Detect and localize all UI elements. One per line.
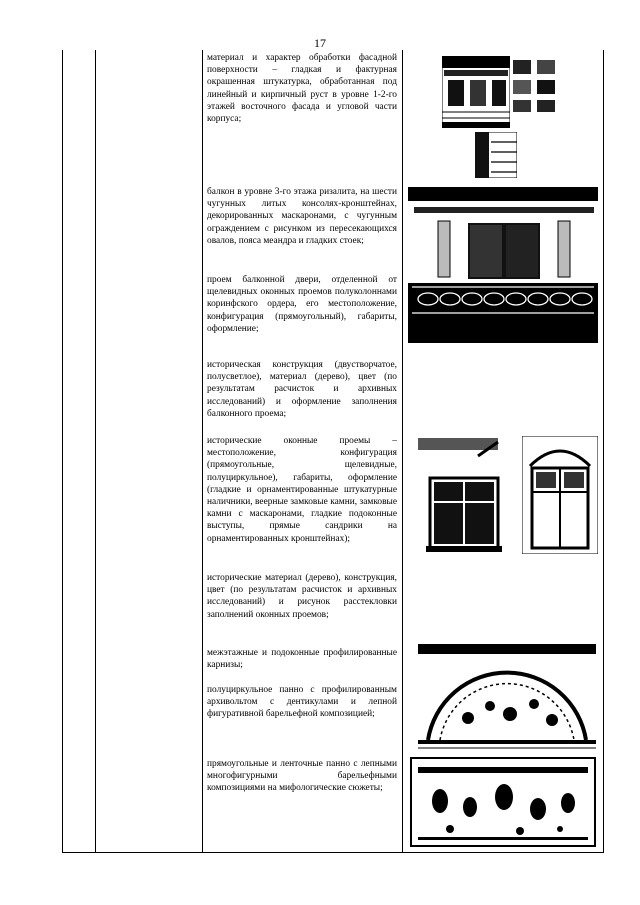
entry-window-openings: исторические оконные проемы – местоположение, конфигурация (прямоугольные, щелевидные, полуциркульное), габариты, оформление (гладкие и орнаментированные штукатурные наличники, веерные замковые камни, замковые камни с маскаронами, гладкие подоконные выступы, прямые сандрики на орнаментированных кронштейнах); bbox=[207, 436, 397, 544]
window-photo-right bbox=[522, 436, 598, 554]
table-border-bottom bbox=[62, 852, 604, 853]
entry-window-fillings: исторические материал (дерево), конструкция, цвет (по результатам расчисток и архивных исследований) и рисунок расстекловки заполнений оконных проемов; bbox=[207, 573, 397, 620]
entry-balcony-filling: историческая конструкция (двустворчатое, полусветлое), материал (дерево), цвет (по результатам расчисток и архивных исследований) и оформление заполнения балконного проема; bbox=[207, 360, 397, 419]
rustication-photo bbox=[475, 132, 517, 178]
entry-relief-panels: прямоугольные и ленточные панно с лепными многофигурными барельефными композициями на мифологические сюжеты; bbox=[207, 759, 397, 794]
page-number: 17 bbox=[314, 36, 326, 50]
table-divider-1 bbox=[95, 50, 96, 853]
facade-photo bbox=[442, 56, 510, 128]
characteristics-table bbox=[62, 50, 604, 853]
entry-balcony-door: проем балконной двери, отделенной от щелевидных оконных проемов полуколоннами коринфского ордера, его местоположение, конфигурация (прямоугольный), габариты, оформление; bbox=[207, 275, 397, 334]
balcony-photo bbox=[408, 187, 598, 343]
table-divider-3 bbox=[402, 50, 403, 853]
entry-facade-surface: материал и характер обработки фасадной поверхности – гладкая и фактурная окрашенная штукатурка, обработанная под линейный и кирпичный руст в уровне 1-2-го этажей восточного фасада и угловой части корпуса; bbox=[207, 53, 397, 125]
relief-panel-photo bbox=[410, 757, 596, 847]
table-border-right bbox=[603, 50, 604, 853]
entry-semicircular-panel: полуциркульное панно с профилированным архивольтом с дентикулами и лепной фигуративной барельефной композицией; bbox=[207, 685, 397, 720]
window-photo-left bbox=[408, 436, 516, 552]
table-divider-2 bbox=[202, 50, 203, 853]
entry-balcony: балкон в уровне 3-го этажа ризалита, на шести чугунных литых консолях-кронштейнах, декорированных маскаронами, с чугунным ограждением с рисунком из пересекающихся овалов, пояса меандра и гладких стоек; bbox=[207, 187, 397, 246]
entry-cornices: межэтажные и подоконные профилированные карнизы; bbox=[207, 648, 397, 671]
table-border-left bbox=[62, 50, 63, 853]
facade-detail-photo bbox=[511, 56, 559, 116]
semicircular-panel-photo bbox=[418, 644, 596, 752]
